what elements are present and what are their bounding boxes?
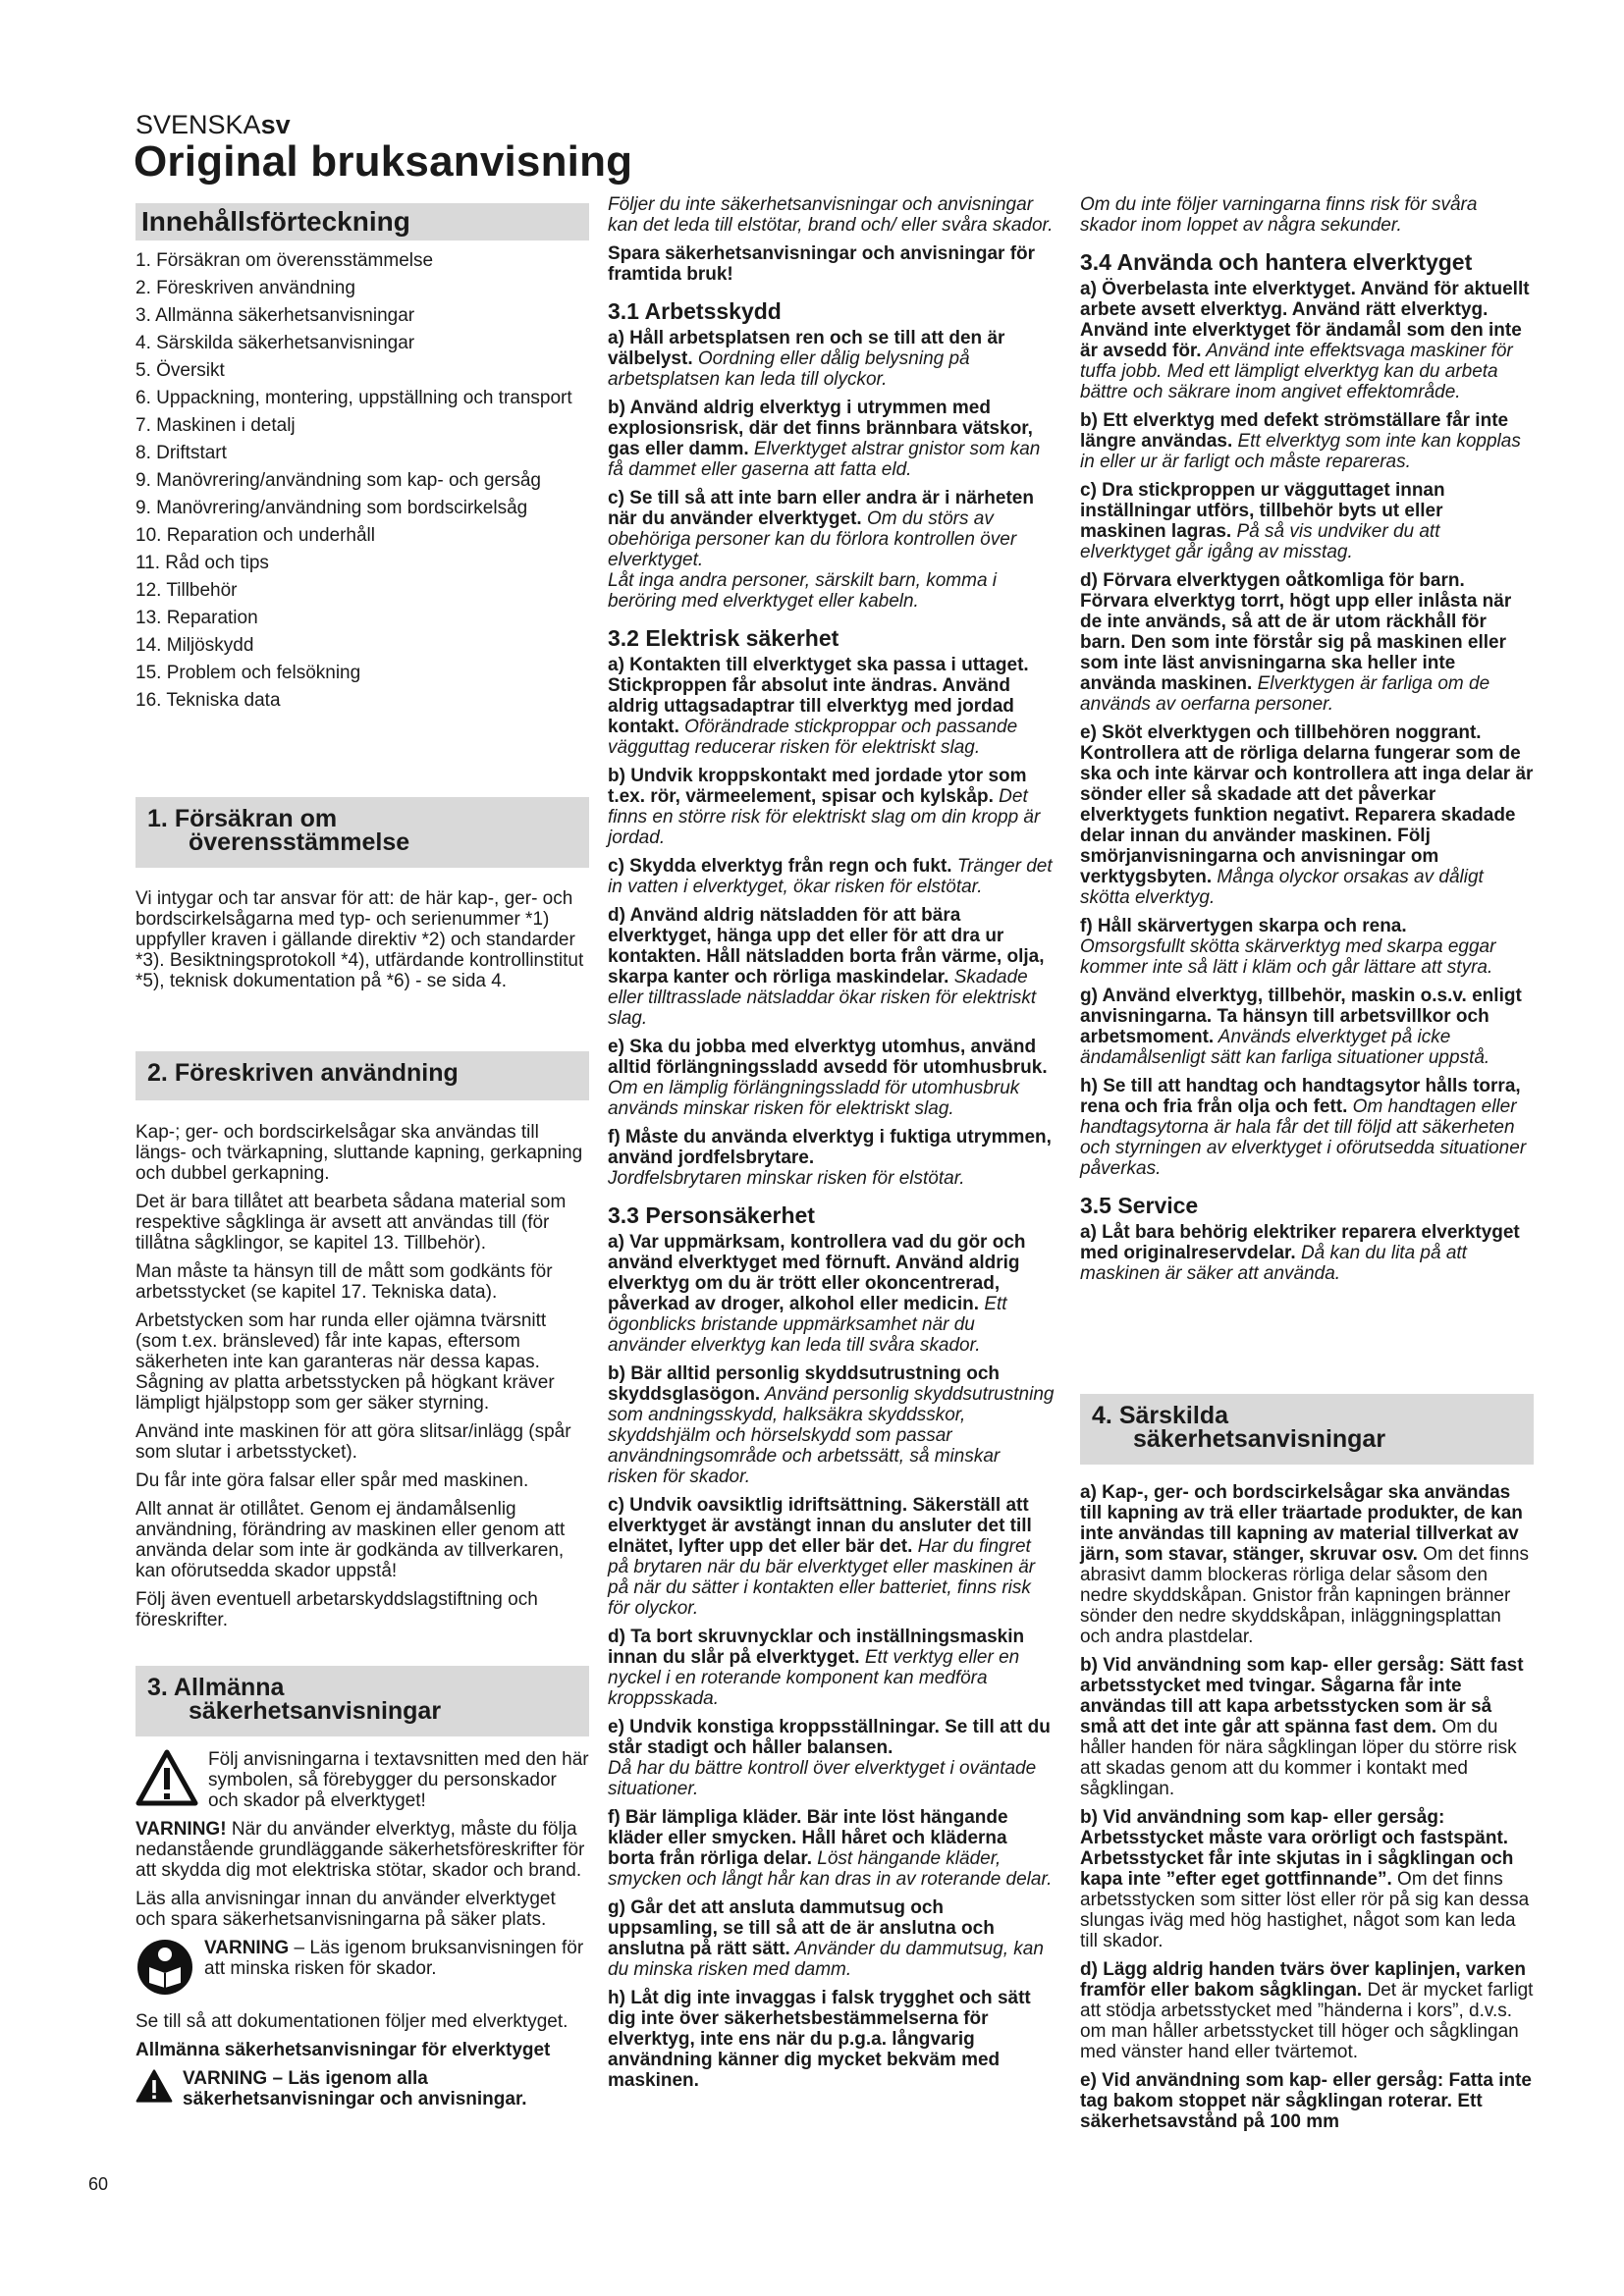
heading-3-1: 3.1 Arbetsskydd bbox=[608, 298, 782, 324]
read-manual-icon bbox=[135, 1938, 194, 2002]
heading-3-5: 3.5 Service bbox=[1080, 1193, 1199, 1218]
warning-read-all: VARNING – Läs igenom alla säkerhetsanvisningar och anvisningar. bbox=[135, 2068, 589, 2109]
page-number: 60 bbox=[88, 2174, 109, 2194]
toc-item: 12. Tillbehör bbox=[135, 580, 238, 601]
toc-item: 9. Manövrering/användning som kap- och gersåg bbox=[135, 470, 541, 491]
warning-notice: Följ anvisningarna i textavsnitten med den här symbolen, så förebygger du personskador och skador på elverktyget! bbox=[135, 1749, 589, 1811]
section-4-heading: 4. Särskilda säkerhetsanvisningar bbox=[1080, 1394, 1534, 1465]
warning-triangle-icon bbox=[135, 2068, 173, 2109]
table-of-contents bbox=[135, 250, 589, 718]
section-4-text: a) Kap-, ger- och bordscirkelsågar ska användas till kapning av trä eller träartade produkter, de kan inte användas till kapning av material tillverkat av järn, som stavar, stänger, skruvar osv. Om det finns abrasivt damm blockeras rörliga delar såsom den nedre skyddskåpan. Gnistor från kapningen bränner sönder den nedre skyddskåpan, inläggningsplattan och andra plastdelar. b) Vid användning som kap- eller gersåg: Sätt fast arbetsstycket med tvingar. Sågarna får inte användas till att kapa arbetsstycken som är så små att det inte går att spänna fast dem. Om du håller handen för nära sågklingan löper du större risk att skadas genom att du kommer i kontakt med sågklingan. b) Vid användning som kap- eller gersåg: Arbetsstycket måste vara orörligt och fastspänt. Arbetsstycket får inte skjutas in i sågklingan och kapa inte ”efter eget gottfinnande”. Om det finns arbetsstycken som sitter löst eller rör på sig kan dessa slungas iväg med hög hastighet, något som kan leda till skador. d) Lägg aldrig handen tvärs över kaplinjen, varken framför eller bakom sågklingan. Det är mycket farligt att stödja arbetsstycket med ”händerna i kors”, d.v.s. om man håller arbetsstycket till höger och sågklingan med vänster hand eller tvärtemot. e) Vid användning som kap- eller gersåg: Fatta inte tag bakom stoppet när sågklingan roterar. Ett säkerhetsavstånd på 100 mm bbox=[1080, 1482, 1534, 2132]
heading-3-2: 3.2 Elektrisk säkerhet bbox=[608, 625, 839, 651]
toc-item: 13. Reparation bbox=[135, 608, 258, 628]
toc-item: 1. Försäkran om överensstämmelse bbox=[135, 250, 434, 271]
toc-item: 9. Manövrering/användning som bordscirkelsåg bbox=[135, 498, 528, 518]
section-3-heading: 3. Allmänna säkerhetsanvisningar bbox=[135, 1666, 589, 1736]
heading-3-4: 3.4 Använda och hantera elverktyget bbox=[1080, 249, 1473, 275]
section-2-heading: 2. Föreskriven användning bbox=[135, 1051, 589, 1100]
toc-item: 4. Särskilda säkerhetsanvisningar bbox=[135, 333, 415, 353]
toc-item: 7. Maskinen i detalj bbox=[135, 415, 296, 436]
section-number: 1. bbox=[147, 805, 168, 832]
toc-heading: Innehållsförteckning bbox=[135, 203, 589, 240]
section-3-text: Följ anvisningarna i textavsnitten med den här symbolen, så förebygger du personskador och skador på elverktyget! VARNING! När du använder elverktyg, måste du följa nedanstående grundläggande säkerhetsföreskrifter för att skydda dig mot elektriska stötar, skador och brand. Läs alla anvisningar innan du använder elverktyget och spara säkerhetsanvisningarna på säker plats. VARNING – Läs igenom bruksanvisningen för att minska risken för skador. Se till så att dokumentationen följer med elverktyget. Allmänna säkerhetsanvisningar för elverktyget VARNING – Läs igenom alla säkerhetsanvisningar och anvisningar. bbox=[135, 1749, 589, 2109]
toc-item: 3. Allmänna säkerhetsanvisningar bbox=[135, 305, 415, 326]
toc-item: 15. Problem och felsökning bbox=[135, 663, 361, 683]
language-label: SVENSKAsv bbox=[135, 110, 291, 139]
section-2-text: Kap-; ger- och bordscirkelsågar ska användas till längs- och tvärkapning, sluttande kapning, gerkapning och dubbel gerkapning. Det är bara tillåtet att bearbeta sådana material som respektive sågklinga är avsett att användas till (för tillåtna sågklingor, se kapitel 13. Tillbehör). Man måste ta hänsyn till de mått som godkänts för arbetsstycket (se kapitel 17. Tekniska data). Arbetstycken som har runda eller ojämna tvärsnitt (som t.ex. bränsleved) får inte kapas, eftersom säkerheten inte kan garanteras när dessa kapas. Sågning av platta arbetsstycken på högkant kräver lämpligt hjälpstopp som ger säker styrning. Använd inte maskinen för att göra slitsar/inlägg (spår som slutar i arbetsstycket). Du får inte göra falsar eller spår med maskinen. Allt annat är otillåtet. Genom ej ändamålsenlig användning, förändring av maskinen eller genom att använda delar som inte är godkända av tillverkaren, kan oförutsedda skador uppstå! Följ även eventuell arbetarskyddslagstiftning och föreskrifter. bbox=[135, 1122, 583, 1630]
manual-notice: VARNING – Läs igenom bruksanvisningen för att minska risken för skador. bbox=[135, 1938, 589, 2002]
toc-item: 2. Föreskriven användning bbox=[135, 278, 355, 298]
toc-item: 8. Driftstart bbox=[135, 443, 227, 463]
warning-triangle-icon bbox=[135, 1749, 198, 1811]
column-3: Om du inte följer varningarna finns risk för svåra skador inom loppet av några sekunder. 3.4 Använda och hantera elverktyget a) Överbelasta inte elverktyget. Använd för aktuellt arbete avsett elverktyg. Använd rätt elverktyg. Använd inte elverktyget för ändamål som den inte är avsedd för. Använd inte effektsvaga maskiner för tuffa jobb. Med ett lämpligt elverktyg kan du arbeta bättre och säkrare inom angivet effektområde. b) Ett elverktyg med defekt strömställare får inte längre användas. Ett elverktyg som inte kan kopplas in eller ur är farligt och måste repareras. c) Dra stickproppen ur vägguttaget innan inställningar utförs, tillbehör byts ut eller maskinen lagras. På så vis undviker du att elverktyget går igång av misstag. d) Förvara elverktygen oåtkomliga för barn. Förvara elverktyg torrt, högt upp eller inlåsta när de inte används, så att de är utom räckhåll för barn. Den som inte förstår sig på maskinen eller som inte läst anvisningarna ska heller inte använda maskinen. Elverktygen är farliga om de används av oerfarna personer. e) Sköt elverktygen och tillbehören noggrant. Kontrollera att de rörliga delarna fungerar som de ska och inte kärvar och kontrollera att inga delar är sönder eller så skadade att det påverkar elverktygets funktion negativt. Reparera skadade delar innan du använder maskinen. Följ smörjanvisningarna och anvisningar om verktygsbyten. Många olyckor orsakas av dåligt skötta elverktyg. f) Håll skärvertygen skarpa och rena. Omsorgsfullt skötta skärverktyg med skarpa eggar kommer inte så lätt i kläm och går lättare att styra. g) Använd elverktyg, tillbehör, maskin o.s.v. enligt anvisningarna. Ta hänsyn till arbetsvillkor och arbetsmoment. Används elverktyget på icke ändamålsenligt sätt kan farliga situationer uppstå. h) Se till att handtag och handtagsytor hålls torra, rena och fria från olja och fett. Om handtagen eller handtagsytorna är hala får det till följd att säkerheten och styrningen av elverktyget i oförutsedda situationer påverkas. 3.5 Service a) Låt bara behörig elektriker reparera elverktyget med originalreservdelar. Då kan du lita på att maskinen är säker att använda. bbox=[1080, 194, 1534, 1284]
toc-item: 5. Översikt bbox=[135, 360, 225, 381]
document-title: Original bruksanvisning bbox=[134, 137, 633, 186]
section-1-text: Vi intygar och tar ansvar för att: de här kap-, ger- och bordscirkelsågarna med typ- och serienummer *1) uppfyller kraven i gällande direktiv *2) och standarder *3). Besiktningsprotokoll *4), utfärdande kontrollinstitut *5), teknisk dokumentation på *6) - se sida 4. bbox=[135, 888, 584, 991]
column-2: Följer du inte säkerhetsanvisningar och anvisningar kan det leda till elstötar, brand och/ eller svåra skador. Spara säkerhetsanvisningar och anvisningar för framtida bruk! 3.1 Arbetsskydd a) Håll arbetsplatsen ren och se till att den är välbelyst. Oordning eller dålig belysning på arbetsplatsen kan leda till olyckor. b) Använd aldrig elverktyg i utrymmen med explosionsrisk, där det finns brännbara vätskor, gas eller damm. Elverktyget alstrar gnistor som kan få dammet eller gaserna att fatta eld. c) Se till så att inte barn eller andra är i närheten när du använder elverktyget. Om du störs av obehöriga personer kan du förlora kontrollen över elverktyget. Låt inga andra personer, särskilt barn, komma i beröring med elverktyget eller kabeln. 3.2 Elektrisk säkerhet a) Kontakten till elverktyget ska passa i uttaget. Stickproppen får absolut inte ändras. Använd aldrig uttagsadaptrar till elverktyg med jordad kontakt. Oförändrade stickproppar och passande vägguttag reducerar risken för elektriskt slag. b) Undvik kroppskontakt med jordade ytor som t.ex. rör, värmeelement, spisar och kylskåp. Det finns en större risk för elektriskt slag om din kropp är jordad. c) Skydda elverktyg från regn och fukt. Tränger det in vatten i elverktyget, ökar risken för elstötar. d) Använd aldrig nätsladden för att bära elverktyget, hänga upp det eller för att dra ur kontakten. Håll nätsladden borta från värme, olja, skarpa kanter och rörliga maskindelar. Skadade eller tilltrasslade nätsladdar ökar risken för elektriskt slag. e) Ska du jobba med elverktyg utomhus, använd alltid förlängningssladd avsedd för utomhusbruk. Om en lämplig förlängningssladd för utomhusbruk används minskar risken för elektriskt slag. f) Måste du använda elverktyg i fuktiga utrymmen, använd jordfelsbrytare. Jordfelsbrytaren minskar risken för elstötar. 3.3 Personsäkerhet a) Var uppmärksam, kontrollera vad du gör och använd elverktyget med förnuft. Använd aldrig elverktyg om du är trött eller okoncentrerad, påverkad av droger, alkohol eller medicin. Ett ögonblicks bristande uppmärksamhet när du använder elverktyg kan leda till svåra skador. b) Bär alltid personlig skyddsutrustning och skyddsglasögon. Använd personlig skyddsutrustning som andningsskydd, halksäkra skyddsskor, skyddshjälm och hörselskydd som passar användningsområde och arbetssätt, så minskar risken för skador. c) Undvik oavsiktlig idriftsättning. Säkerställ att elverktyget är avstängt innan du ansluter det till elnätet, lyfter upp det eller bär det. Har du fingret på brytaren när du bär elverktyget eller maskinen är på när du sätter i kontakten eller batteriet, finns risk för olyckor. d) Ta bort skruvnycklar och inställningsmaskin innan du slår på elverktyget. Ett verktyg eller en nyckel i en roterande komponent kan medföra kroppsskada. e) Undvik konstiga kroppsställningar. Se till att du står stadigt och håller balansen. Då har du bättre kontroll över elverktyget i oväntade situationer. f) Bär lämpliga kläder. Bär inte löst hängande kläder eller smycken. Håll håret och kläderna borta från rörliga delar. Löst hängande kläder, smycken och långt hår kan dras in av roterande delar. g) Går det att ansluta dammutsug och uppsamling, se till så att de är anslutna och anslutna på rätt sätt. Använder du dammutsug, kan du minska risken med damm. h) Låt dig inte invaggas i falsk trygghet och sätt dig inte över säkerhetsbestämmelserna för elverktyg, inte ens när du p.g.a. långvarig användning känner dig mycket bekväm med maskinen. bbox=[608, 194, 1055, 2091]
toc-item: 11. Råd och tips bbox=[135, 553, 269, 573]
toc-item: 16. Tekniska data bbox=[135, 690, 281, 711]
toc-item: 10. Reparation och underhåll bbox=[135, 525, 376, 546]
toc-item: 14. Miljöskydd bbox=[135, 635, 254, 656]
heading-3-3: 3.3 Personsäkerhet bbox=[608, 1202, 815, 1228]
toc-item: 6. Uppackning, montering, uppställning och transport bbox=[135, 388, 572, 408]
section-1-heading: 1. Försäkran om överensstämmelse bbox=[135, 797, 589, 868]
